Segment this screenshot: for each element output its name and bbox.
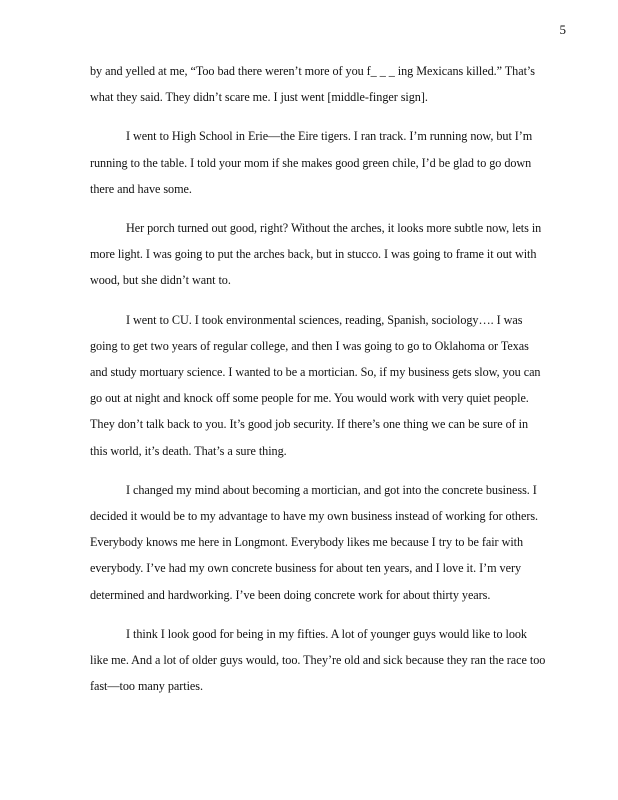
body-text — [90, 58, 546, 712]
page-number: 5 — [559, 22, 566, 37]
paragraph-5: I changed my mind about becoming a mortician, and got into the concrete business. I decided it would be to my advantage to have my own business instead of working for others. Everybody knows me here in Longmont. Everybody likes me because I try to be fair with everybody. I’ve had my own concrete business for about ten years, and I love it. I’m very determined and hardworking. I’ve been doing concrete work for about thirty years. — [90, 482, 539, 602]
paragraph-3: Her porch turned out good, right? Without the arches, it looks more subtle now, lets in more light. I was going to put the arches back, but in stucco. I was going to frame it out with wood, but she didn’t want to. — [90, 221, 542, 288]
paragraph-4: I went to CU. I took environmental sciences, reading, Spanish, sociology…. I was going to get two years of regular college, and then I was going to go to Oklahoma or Texas and study mortuary science. I wanted to be a mortician. So, if my business gets slow, you can go out at night and knock off some people for me. You would work with very quiet people. They don’t talk back to you. It’s good job security. If there’s one thing we can be sure of in this world, it’s death. That’s a sure thing. — [90, 312, 541, 458]
paragraph-1: by and yelled at me, “Too bad there weren’t more of you f_ _ _ ing Mexicans killed.” That’s what they said. They didn’t scare me. I just went [middle-finger sign]. — [90, 64, 535, 105]
paragraph-2: I went to High School in Erie—the Eire tigers. I ran track. I’m running now, but I’m running to the table. I told your mom if she makes good green chile, I’d be glad to go down there and have some. — [90, 129, 533, 196]
paragraph-6: I think I look good for being in my fifties. A lot of younger guys would like to look like me. And a lot of older guys would, too. They’re old and sick because they ran the race too fast—too many parties. — [90, 626, 546, 694]
